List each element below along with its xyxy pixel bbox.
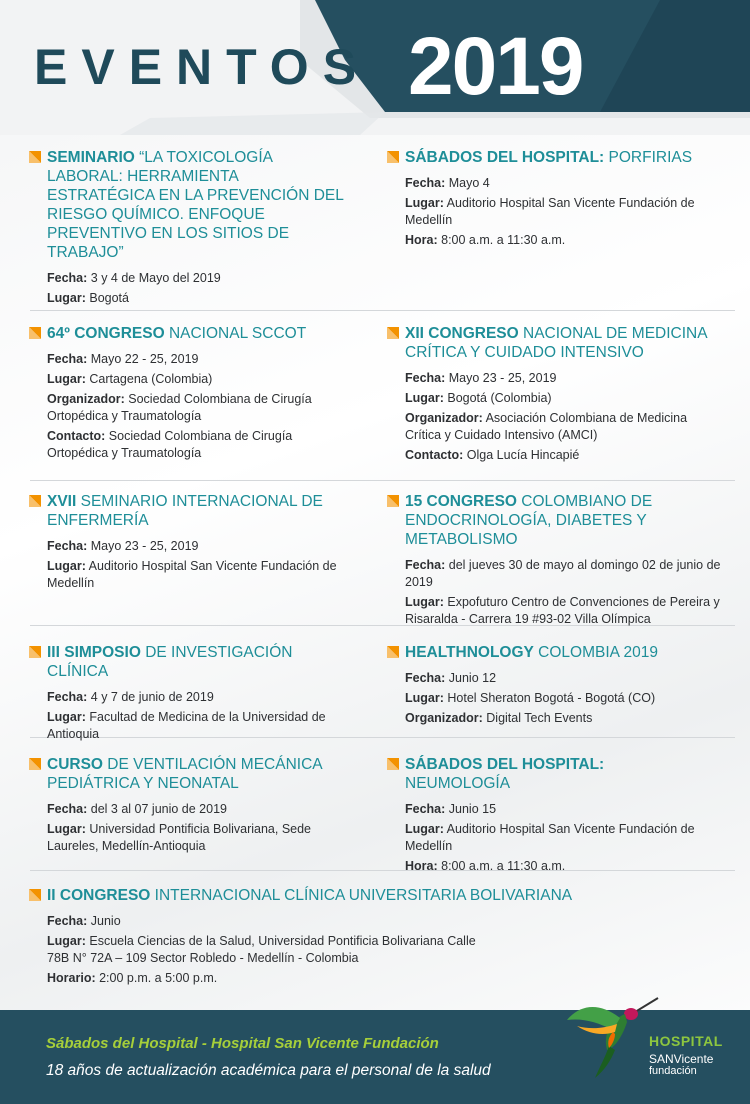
event-date: Fecha: Mayo 4 <box>405 176 490 190</box>
event-place: Lugar: Facultad de Medicina de la Universidad de Antioquia <box>47 710 326 741</box>
event-place: Lugar: Bogotá (Colombia) <box>405 391 552 405</box>
orange-corner-icon <box>29 646 41 658</box>
event-contact: Contacto: Olga Lucía Hincapié <box>405 448 580 462</box>
event-place: Lugar: Auditorio Hospital San Vicente Fundación de Medellín <box>47 559 337 590</box>
event-curso-ventilacion <box>47 755 347 858</box>
event-date: Fecha: Junio 12 <box>405 671 497 685</box>
page-title: EVENTOS <box>34 39 371 95</box>
event-time: Hora: 8:00 a.m. a 11:30 a.m. <box>405 233 566 247</box>
logo-fundacion-text: fundación <box>649 1065 697 1077</box>
event-healthnology <box>405 643 715 730</box>
event-congreso-medicina-critica <box>405 324 715 467</box>
orange-corner-icon <box>387 327 399 339</box>
event-place: Lugar: Escuela Ciencias de la Salud, Universidad Pontificia Bolivariana Calle 78B N° 72A – 109 Sector Robledo - Medellín - Colombia <box>47 934 476 965</box>
event-place: Lugar: Cartagena (Colombia) <box>47 372 213 386</box>
event-contact: Contacto: Sociedad Colombiana de Cirugía Ortopédica y Traumatología <box>47 429 293 460</box>
event-sabados-neumologia <box>405 755 705 878</box>
header-banner <box>0 0 750 135</box>
event-place: Lugar: Universidad Pontificia Bolivariana, Sede Laureles, Medellín-Antioquia <box>47 822 312 853</box>
page-year: 2019 <box>408 21 583 112</box>
event-title: 64º CONGRESO NACIONAL SCCOT <box>47 325 307 342</box>
orange-corner-icon <box>387 495 399 507</box>
footer-subtitle: 18 años de actualización académica para el personal de la salud <box>46 1062 491 1079</box>
event-date: Fecha: 3 y 4 de Mayo del 2019 <box>47 271 221 285</box>
event-date: Fecha: Junio <box>47 914 121 928</box>
orange-corner-icon <box>29 495 41 507</box>
event-date: Fecha: Mayo 22 - 25, 2019 <box>47 352 199 366</box>
footer-tagline: Sábados del Hospital - Hospital San Vicente Fundación <box>46 1035 439 1052</box>
event-title: XII CONGRESO NACIONAL DE MEDICINA CRÍTICA Y CUIDADO INTENSIVO <box>405 325 707 361</box>
event-time: Hora: 8:00 a.m. a 11:30 a.m. <box>405 859 566 873</box>
orange-corner-icon <box>387 151 399 163</box>
event-organizer: Organizador: Asociación Colombiana de Medicina Crítica y Cuidado Intensivo (AMCI) <box>405 411 688 442</box>
event-congreso-endocrinologia <box>405 492 730 631</box>
row-separator <box>30 310 735 311</box>
event-title: SEMINARIO “LA TOXICOLOGÍA LABORAL: HERRAMIENTA ESTRATÉGICA EN LA PREVENCIÓN DEL RIESGO QUÍMICO. ENFOQUE PREVENTIVO EN LOS SITIOS DE TRABAJO” <box>47 149 344 261</box>
event-date: Fecha: 4 y 7 de junio de 2019 <box>47 690 214 704</box>
event-seminario-toxicologia <box>47 148 347 310</box>
logo-hospital-text: HOSPITAL <box>649 1033 723 1049</box>
orange-corner-icon <box>29 327 41 339</box>
orange-corner-icon <box>387 758 399 770</box>
event-organizer: Organizador: Digital Tech Events <box>405 711 593 725</box>
event-congreso-bolivariana <box>47 886 573 990</box>
logo-sanvicente-text: SANVicente <box>649 1052 714 1066</box>
event-time: Horario: 2:00 p.m. a 5:00 p.m. <box>47 971 218 985</box>
event-place: Lugar: Hotel Sheraton Bogotá - Bogotá (CO) <box>405 691 656 705</box>
event-date: Fecha: Mayo 23 - 25, 2019 <box>47 539 199 553</box>
event-title: II CONGRESO INTERNACIONAL CLÍNICA UNIVERSITARIA BOLIVARIANA <box>47 887 573 904</box>
event-title: CURSO DE VENTILACIÓN MECÁNICA PEDIÁTRICA Y NEONATAL <box>47 756 322 792</box>
orange-corner-icon <box>29 889 41 901</box>
event-sabados-porfirias <box>405 148 705 252</box>
event-place: Lugar: Auditorio Hospital San Vicente Fundación de Medellín <box>405 196 695 227</box>
event-place: Lugar: Expofuturo Centro de Convenciones de Pereira y Risaralda - Carrera 19 #93-02 Villa Olímpica <box>405 595 720 626</box>
event-date: Fecha: del jueves 30 de mayo al domingo 02 de junio de 2019 <box>405 558 721 589</box>
event-date: Fecha: Junio 15 <box>405 802 497 816</box>
event-title: SÁBADOS DEL HOSPITAL: NEUMOLOGÍA <box>405 756 605 792</box>
event-title: SÁBADOS DEL HOSPITAL: PORFIRIAS <box>405 149 693 166</box>
event-date: Fecha: del 3 al 07 junio de 2019 <box>47 802 227 816</box>
event-date: Fecha: Mayo 23 - 25, 2019 <box>405 371 557 385</box>
event-title: 15 CONGRESO COLOMBIANO DE ENDOCRINOLOGÍA, DIABETES Y METABOLISMO <box>405 493 653 548</box>
event-place: Lugar: Bogotá <box>47 291 129 305</box>
event-place: Lugar: Auditorio Hospital San Vicente Fundación de Medellín <box>405 822 695 853</box>
orange-corner-icon <box>29 151 41 163</box>
hummingbird-logo-icon <box>565 990 660 1080</box>
orange-corner-icon <box>29 758 41 770</box>
event-title: HEALTHNOLOGY COLOMBIA 2019 <box>405 644 658 661</box>
event-organizer: Organizador: Sociedad Colombiana de Cirugía Ortopédica y Traumatología <box>47 392 312 423</box>
event-congreso-sccot <box>47 324 347 465</box>
event-title: XVII SEMINARIO INTERNACIONAL DE ENFERMERÍA <box>47 493 323 529</box>
event-simposio-investigacion <box>47 643 347 746</box>
orange-corner-icon <box>387 646 399 658</box>
event-title: III SIMPOSIO DE INVESTIGACIÓN CLÍNICA <box>47 644 293 680</box>
row-separator <box>30 480 735 481</box>
event-seminario-enfermeria <box>47 492 347 595</box>
